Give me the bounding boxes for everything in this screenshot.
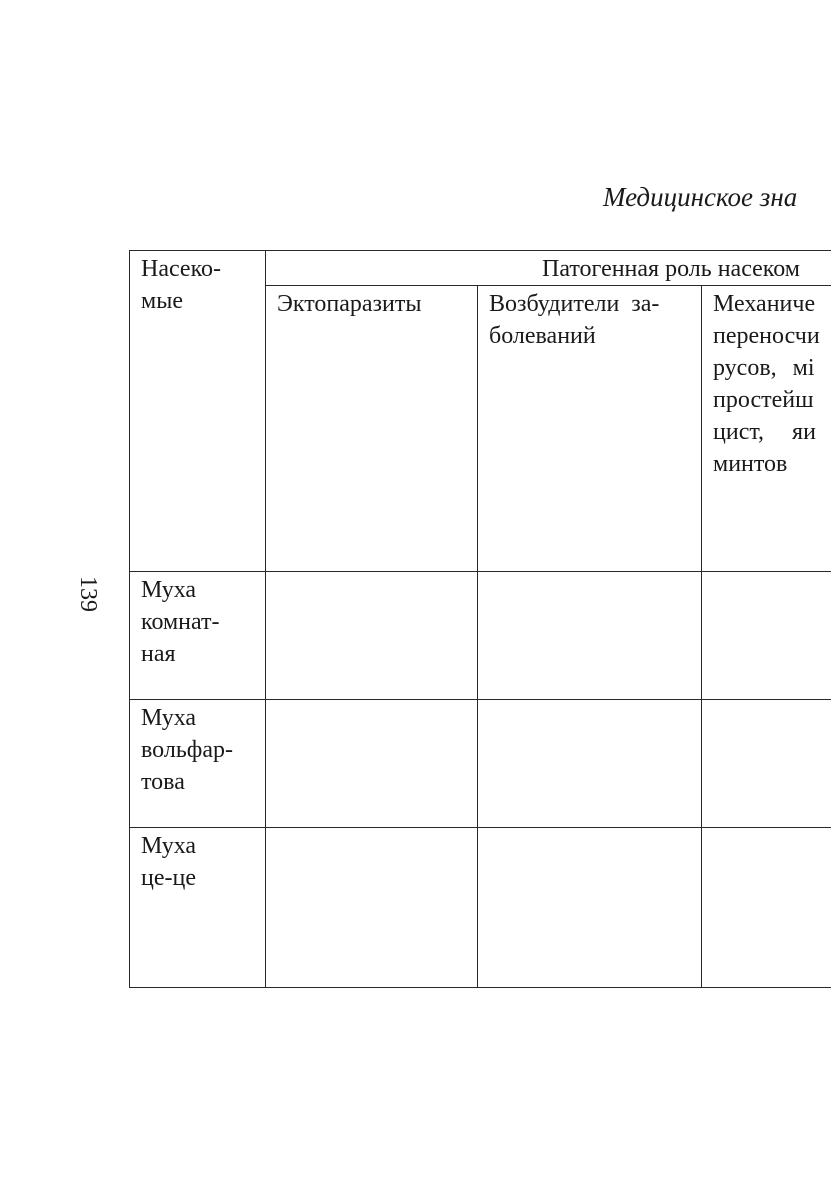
mechanical-header-line-6: минтов [713,451,788,477]
mechanical-header-line-4: простейш [713,387,814,413]
ectoparasites-header [266,286,478,572]
ectoparasites-header-text: Эктопаразиты [277,291,422,317]
mechanical-header-line-3: русов, мі [713,355,815,381]
insect-name-line-1: Муха [141,577,197,603]
insect-role-table-container [129,250,831,988]
ectoparasites-cell[interactable] [266,572,478,700]
mechanical-carriers-header [702,286,831,572]
table-row [130,700,831,828]
pathogens-header-line-2: болеваний [489,323,596,349]
page-heading: Медицинское зна [603,182,798,212]
pathogens-header [478,286,702,572]
insects-header-line-2: мые [141,288,183,314]
page-number: 139 [75,576,101,612]
pathogens-cell[interactable] [478,572,702,700]
insect-name-cell [130,572,266,700]
insect-name-cell [130,828,266,988]
table-header-row [130,251,831,286]
pathogens-header-line-1: Возбудители за- [489,291,660,317]
pathogenic-role-header-text: Патогенная роль насеком [542,256,800,282]
table-row [130,828,831,988]
mechanical-header-line-2: переносчи [713,323,820,349]
mechanical-carriers-cell[interactable] [702,572,831,700]
pathogens-cell[interactable] [478,700,702,828]
insect-name-line-1: Муха [141,705,197,731]
table-row [130,572,831,700]
ectoparasites-cell[interactable] [266,700,478,828]
insect-name-line-2: це-це [141,865,196,891]
insect-role-table [129,250,831,988]
mechanical-header-line-1: Механиче [713,291,816,317]
pathogenic-role-group-header [266,251,831,286]
insect-name-line-3: това [141,769,185,795]
insect-name-line-2: вольфар- [141,737,233,763]
mechanical-carriers-cell[interactable] [702,700,831,828]
mechanical-header-line-5: цист, яи [713,419,816,445]
insect-name-line-1: Муха [141,833,197,859]
insect-name-line-3: ная [141,641,176,667]
insects-column-header [130,251,266,572]
ectoparasites-cell[interactable] [266,828,478,988]
insect-name-line-2: комнат- [141,609,220,635]
insects-header-line-1: Насеко- [141,256,222,282]
mechanical-carriers-cell[interactable] [702,828,831,988]
pathogens-cell[interactable] [478,828,702,988]
insect-name-cell [130,700,266,828]
